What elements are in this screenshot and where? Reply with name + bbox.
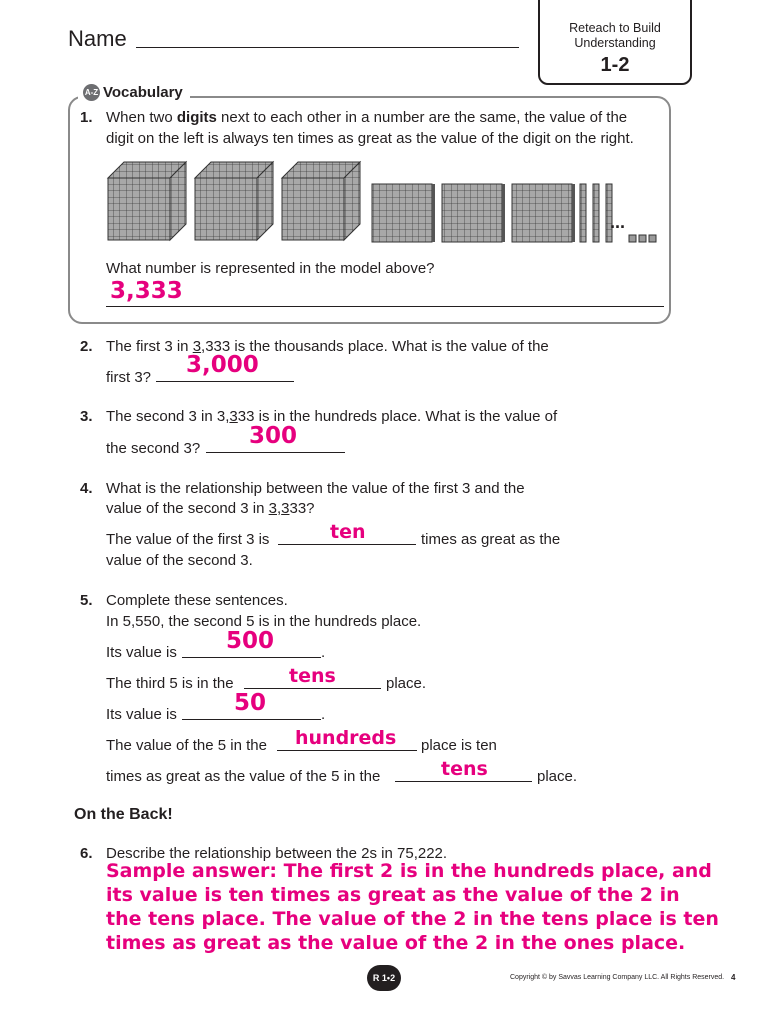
ten-rod-2 <box>593 184 599 242</box>
question-3-line2: the second 3? <box>106 440 201 457</box>
q5-answer-line-3 <box>182 719 321 720</box>
q5-its-value-1: Its value is <box>106 644 177 661</box>
question-3-answer: 300 <box>249 423 298 449</box>
q5-its-value-2: Its value is <box>106 706 177 723</box>
q3-post: 33 is in the hundreds place. What is the value of <box>237 408 558 425</box>
vocabulary-title: Vocabulary <box>103 84 183 101</box>
question-6-number: 6. <box>80 845 93 862</box>
q5-answer-line-1 <box>182 657 321 658</box>
question-4-line3-post: times as great as the <box>421 531 561 548</box>
question-5-line1: Complete these sentences. <box>106 592 288 609</box>
question-2-answer-line <box>156 381 294 382</box>
q5-period-2: . <box>321 706 326 723</box>
reteach-line-1: Reteach to Build <box>569 21 661 35</box>
vocabulary-icon: A-Z <box>83 84 100 101</box>
q5-third-pre: The third 5 is in the <box>106 675 234 692</box>
hundred-flat-3 <box>512 184 575 242</box>
q5-period-1: . <box>321 644 326 661</box>
one-cube-3 <box>649 235 656 242</box>
question-2-line2: first 3? <box>106 369 152 386</box>
question-1-text <box>106 107 676 149</box>
q1-text-line2: digit on the left is always ten times as great as the value of the digit on the right. <box>106 130 634 147</box>
thousand-cube-3 <box>282 162 360 240</box>
question-4-line3-pre: The value of the first 3 is <box>106 531 270 548</box>
question-5-answer-5: tens <box>441 758 488 780</box>
question-4-answer-line <box>278 544 416 545</box>
base-ten-model <box>100 158 670 248</box>
reteach-line-2: Understanding <box>574 36 656 50</box>
question-5-answer-2: tens <box>289 665 336 687</box>
question-5-answer-1: 500 <box>226 628 275 654</box>
question-4-line1: What is the relationship between the value of the first 3 and the <box>106 480 525 497</box>
q5-value-post: place is ten <box>421 737 497 754</box>
q4-underlined-digit-2: 3 <box>281 500 290 517</box>
question-5-line2: In 5,550, the second 5 is in the hundreds place. <box>106 613 422 630</box>
q4-line2-comma: , <box>276 500 282 517</box>
q1-text-bold: digits <box>176 109 217 126</box>
question-4-answer: ten <box>330 521 366 543</box>
q6-answer-line-4: times as great as the value of the 2 in the ones place. <box>106 932 686 954</box>
name-label: Name <box>68 26 127 51</box>
question-1-answer-line <box>106 306 664 307</box>
q6-answer-line-1: Sample answer: The first 2 is in the hundreds place, and <box>106 860 712 882</box>
question-3-answer-line <box>206 452 345 453</box>
q5-times-pre: times as great as the value of the 5 in the <box>106 768 381 785</box>
q2-underlined-digit: 3 <box>192 338 202 355</box>
q3-pre: The second 3 in 3, <box>106 408 230 425</box>
question-2-answer: 3,000 <box>186 352 259 378</box>
question-2-text <box>106 336 549 357</box>
q2-post: ,333 is the thousands place. What is the value of the <box>201 338 549 355</box>
question-5-number: 5. <box>80 592 93 609</box>
hundred-flat-1 <box>372 184 435 242</box>
question-3-text <box>106 406 557 427</box>
q5-answer-line-2 <box>244 688 381 689</box>
question-6-text: Describe the relationship between the 2s in 75,222. <box>106 845 448 862</box>
on-the-back-heading: On the Back! <box>74 806 173 823</box>
question-3-number: 3. <box>80 408 93 425</box>
q5-third-post: place. <box>386 675 427 692</box>
q2-pre: The first 3 in <box>106 338 193 355</box>
question-4-number: 4. <box>80 480 93 497</box>
copyright-text: Copyright © by Savvas Learning Company LLC. All Rights Reserved. <box>510 974 725 981</box>
question-2-number: 2. <box>80 338 93 355</box>
lesson-number: 1-2 <box>600 54 630 76</box>
thousand-cube-1 <box>108 162 186 240</box>
page-number: 4 <box>731 973 736 982</box>
name-line <box>136 47 519 48</box>
question-4-line2 <box>106 498 315 519</box>
q5-answer-line-4 <box>277 750 417 751</box>
question-5-answer-3: 50 <box>234 690 267 716</box>
model-ellipsis: ... <box>610 212 626 232</box>
q5-answer-line-5 <box>395 781 532 782</box>
hundred-flat-2 <box>442 184 505 242</box>
ten-rod-1 <box>580 184 586 242</box>
q4-underlined-digit-1: 3 <box>268 500 277 517</box>
question-4-line4: value of the second 3. <box>106 552 253 569</box>
q6-answer-line-3: the tens place. The value of the 2 in the tens place is ten <box>106 908 719 930</box>
q4-line2-pre: value of the second 3 in <box>106 500 269 517</box>
question-5-answer-4: hundreds <box>295 727 397 749</box>
reteach-label <box>540 21 690 51</box>
question-1-prompt: What number is represented in the model above? <box>106 260 435 277</box>
q3-underlined-digit: 3 <box>229 408 238 425</box>
q1-text-after: next to each other in a number are the same, the value of the <box>216 109 628 126</box>
question-1-number: 1. <box>80 109 93 126</box>
question-1-answer: 3,333 <box>110 278 183 304</box>
one-cube-2 <box>639 235 646 242</box>
question-6-answer <box>106 859 726 955</box>
q6-answer-line-2: its value is ten times as great as the value of the 2 in <box>106 884 680 906</box>
q5-times-post: place. <box>537 768 578 785</box>
page-code-badge: R 1•2 <box>367 965 401 991</box>
q4-line2-post: 33? <box>289 500 315 517</box>
one-cube-1 <box>629 235 636 242</box>
q1-text-before: When two <box>106 109 177 126</box>
thousand-cube-2 <box>195 162 273 240</box>
q5-value-pre: The value of the 5 in the <box>106 737 267 754</box>
